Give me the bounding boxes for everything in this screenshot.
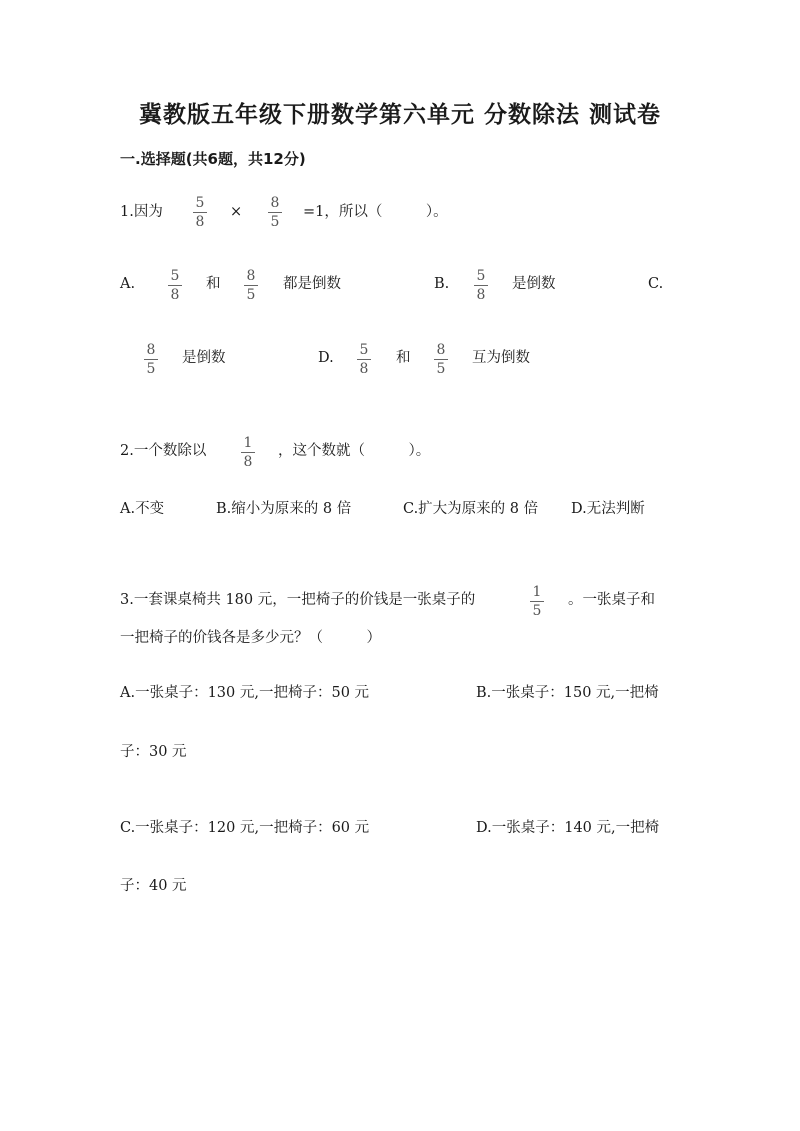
q1-option-d-and: 和 bbox=[396, 350, 411, 366]
numerator: 1 bbox=[243, 435, 253, 451]
q1-suffix: =1，所以（ ）。 bbox=[303, 204, 448, 220]
q3-option-d-continued: 子：40 元 bbox=[120, 878, 187, 894]
q1-option-d-text: 互为倒数 bbox=[472, 350, 530, 366]
q1-option-d-fraction-2 bbox=[434, 342, 448, 377]
q3-text-line-1-end: 。一张桌子和 bbox=[568, 592, 655, 608]
q3-option-b-continued: 子：30 元 bbox=[120, 744, 187, 760]
q2-fraction bbox=[241, 435, 255, 470]
q1-option-a-label[interactable]: A. bbox=[120, 276, 136, 292]
q3-fraction bbox=[530, 584, 544, 619]
denominator: 8 bbox=[476, 287, 486, 303]
page-title: 冀教版五年级下册数学第六单元 分数除法 测试卷 bbox=[138, 102, 661, 128]
q1-option-a-text: 都是倒数 bbox=[283, 276, 341, 292]
numerator: 8 bbox=[246, 268, 256, 284]
q2-option-b[interactable]: B.缩小为原来的 8 倍 bbox=[216, 501, 352, 517]
q3-option-c[interactable]: C.一张桌子：120 元,一把椅子：60 元 bbox=[120, 820, 370, 836]
numerator: 8 bbox=[146, 342, 156, 358]
q3-text-line-1: 3.一套课桌椅共 180 元，一把椅子的价钱是一张桌子的 bbox=[120, 592, 476, 608]
q1-option-d-fraction-1 bbox=[357, 342, 371, 377]
q1-option-c-label[interactable]: C. bbox=[648, 276, 664, 292]
q3-text-line-2: 一把椅子的价钱各是多少元？（ ） bbox=[120, 630, 381, 646]
q1-option-b-fraction bbox=[474, 268, 488, 303]
times-sign: × bbox=[230, 204, 243, 220]
q1-option-a-fraction-1 bbox=[168, 268, 182, 303]
q3-option-d[interactable]: D.一张桌子：140 元,一把椅 bbox=[476, 820, 660, 836]
denominator: 5 bbox=[146, 361, 156, 377]
numerator: 5 bbox=[195, 195, 205, 211]
q1-fraction-2 bbox=[268, 195, 282, 230]
denominator: 8 bbox=[195, 214, 205, 230]
q3-option-a[interactable]: A.一张桌子：130 元,一把椅子：50 元 bbox=[120, 685, 370, 701]
q3-option-b[interactable]: B.一张桌子：150 元,一把椅 bbox=[476, 685, 659, 701]
numerator: 1 bbox=[532, 584, 542, 600]
numerator: 8 bbox=[436, 342, 446, 358]
q1-option-a-and: 和 bbox=[206, 276, 221, 292]
q2-option-a[interactable]: A.不变 bbox=[120, 501, 165, 517]
numerator: 8 bbox=[270, 195, 280, 211]
numerator: 5 bbox=[476, 268, 486, 284]
q2-option-c[interactable]: C.扩大为原来的 8 倍 bbox=[403, 501, 539, 517]
denominator: 8 bbox=[170, 287, 180, 303]
denominator: 5 bbox=[270, 214, 280, 230]
q2-option-d[interactable]: D.无法判断 bbox=[571, 501, 645, 517]
q1-prefix: 1.因为 bbox=[120, 204, 163, 220]
q1-option-a-fraction-2 bbox=[244, 268, 258, 303]
section-heading: 一.选择题(共6题，共12分) bbox=[120, 150, 306, 168]
numerator: 5 bbox=[170, 268, 180, 284]
q2-suffix: ，这个数就（ ）。 bbox=[278, 443, 431, 459]
denominator: 5 bbox=[436, 361, 446, 377]
q1-option-c-fraction bbox=[144, 342, 158, 377]
denominator: 8 bbox=[243, 454, 253, 470]
q2-prefix: 2.一个数除以 bbox=[120, 443, 207, 459]
q1-option-b-text: 是倒数 bbox=[512, 276, 556, 292]
q1-option-c-text: 是倒数 bbox=[182, 350, 226, 366]
denominator: 8 bbox=[359, 361, 369, 377]
q1-option-d-label[interactable]: D. bbox=[318, 350, 334, 366]
denominator: 5 bbox=[246, 287, 256, 303]
q1-option-b-label[interactable]: B. bbox=[434, 276, 450, 292]
q1-fraction-1 bbox=[193, 195, 207, 230]
numerator: 5 bbox=[359, 342, 369, 358]
denominator: 5 bbox=[532, 603, 542, 619]
